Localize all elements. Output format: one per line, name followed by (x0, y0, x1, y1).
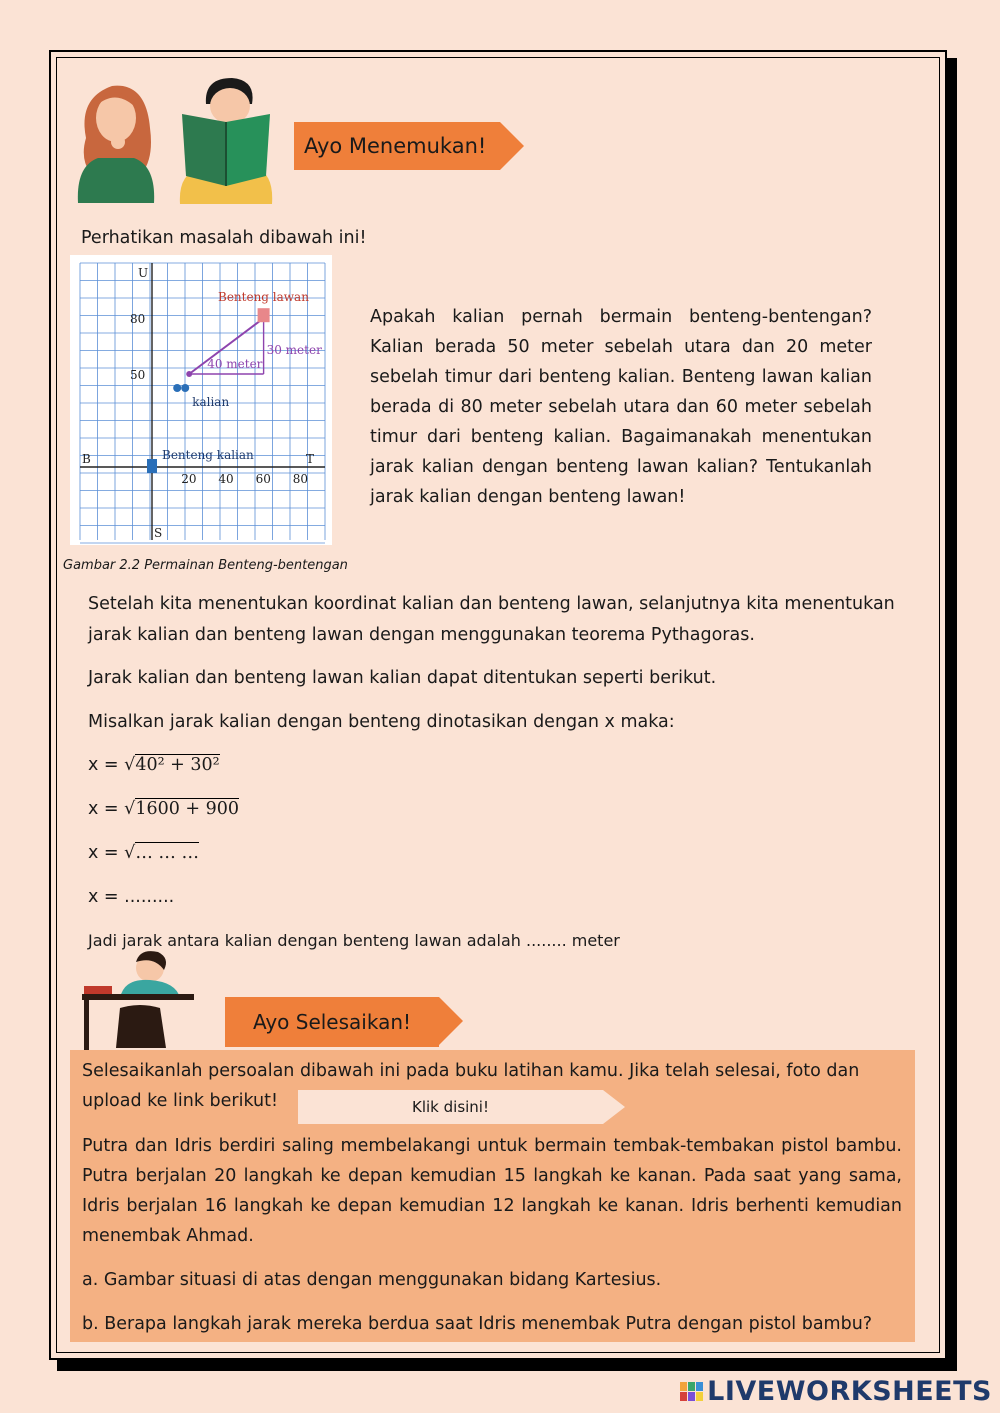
sqrt-symbol: √ (124, 799, 136, 819)
brand-text: LIVEWORKSHEETS (707, 1376, 992, 1407)
liveworksheets-icon (679, 1380, 705, 1404)
eq3-prefix: x = (88, 843, 125, 863)
benteng-kalian-icon (147, 459, 157, 473)
eq1-radicand: 40² + 30² (135, 755, 220, 775)
submit-link-button[interactable] (298, 1090, 603, 1124)
label-kalian: kalian (192, 395, 230, 409)
label-40-meter: 40 meter (207, 357, 263, 371)
sqrt-symbol: √ (124, 843, 136, 863)
x-tick-label: 40 (218, 472, 234, 486)
label-benteng-kalian: Benteng kalian (162, 448, 254, 462)
kalian-point (186, 371, 192, 377)
link-label: Klik disini! (412, 1098, 489, 1116)
kalian-figure-icon (181, 384, 189, 392)
equation-4: x = ......... (88, 887, 175, 907)
label-30-meter: 30 meter (266, 343, 322, 357)
equation-1 (88, 750, 220, 780)
task-question-a: a. Gambar situasi di atas dengan menggunakan bidang Kartesius. (82, 1270, 662, 1290)
axis-label-u: U (138, 266, 149, 280)
y-tick-label: 80 (130, 312, 146, 327)
paragraph-3: Misalkan jarak kalian dengan benteng dinotasikan dengan x maka: (88, 712, 675, 732)
banner-title: Ayo Menemukan! (304, 134, 487, 158)
axis-label-t: T (306, 452, 315, 466)
axis-label-s: S (154, 526, 163, 540)
task-problem: Putra dan Idris berdiri saling membelakangi untuk bermain tembak-tembakan pistol bambu. Putra berjalan 20 langkah ke depan kemudian 15 langkah ke kanan. Pada saat yang sama, Idris berjalan 16 langkah ke depan kemudian 12 langkah ke kanan. Idris berhenti kemudian menembak Ahmad. (82, 1136, 902, 1246)
coordinate-graph (70, 255, 332, 545)
x-tick-label: 60 (255, 472, 271, 486)
banner-title: Ayo Selesaikan! (253, 1010, 412, 1034)
axis-label-b: B (82, 452, 91, 466)
task-question-b: b. Berapa langkah jarak mereka berdua saat Idris menembak Putra dengan pistol bambu? (82, 1314, 873, 1334)
y-tick-label: 50 (130, 368, 146, 382)
paragraph-1: Setelah kita menentukan koordinat kalian dan benteng lawan, selanjutnya kita menentukan jarak kalian dan benteng lawan dengan menggunakan teorema Pythagoras. (88, 594, 895, 645)
kalian-figure-icon (173, 384, 181, 392)
equation-3 (88, 838, 199, 868)
problem-question: Apakah kalian pernah bermain benteng-bentengan? Kalian berada 50 meter sebelah utara dan 20 meter sebelah timur dari benteng kalian. Benteng lawan kalian berada di 80 meter sebelah utara dan 60 meter sebelah timur dari benteng kalian. Bagaimanakah menentukan jarak kalian dengan benteng lawan kalian? Tentukanlah jarak kalian dengan benteng lawan! (370, 307, 872, 507)
conclusion-text: Jadi jarak antara kalian dengan benteng lawan adalah ........ meter (88, 931, 620, 950)
student-desk-illustration (80, 948, 200, 1050)
figure-caption: Gambar 2.2 Permainan Benteng-bentengan (63, 558, 348, 573)
ayo-menemukan-banner (294, 122, 500, 170)
benteng-lawan-icon (258, 308, 270, 322)
x-tick-label: 80 (292, 472, 309, 486)
eq2-radicand: 1600 + 900 (135, 799, 240, 819)
graph-svg (70, 255, 332, 545)
paragraph-2: Jarak kalian dan benteng lawan kalian dapat ditentukan seperti berikut. (88, 668, 717, 688)
eq1-prefix: x = (88, 755, 125, 775)
boy-reading-illustration (176, 74, 274, 204)
eq3-radicand: … … … (135, 843, 199, 863)
x-tick-label: 20 (181, 472, 197, 486)
ayo-selesaikan-banner (225, 997, 439, 1047)
label-benteng-lawan: Benteng lawan (218, 290, 309, 304)
sqrt-symbol: √ (124, 755, 136, 775)
intro-text: Perhatikan masalah dibawah ini! (81, 228, 367, 248)
eq2-prefix: x = (88, 799, 125, 819)
equation-2 (88, 794, 239, 824)
task-instruction: Selesaikanlah persoalan dibawah ini pada buku latihan kamu. Jika telah selesai, foto dan upload ke link berikut! (82, 1061, 860, 1111)
liveworksheets-logo[interactable] (679, 1376, 992, 1407)
girl-illustration (72, 78, 160, 203)
